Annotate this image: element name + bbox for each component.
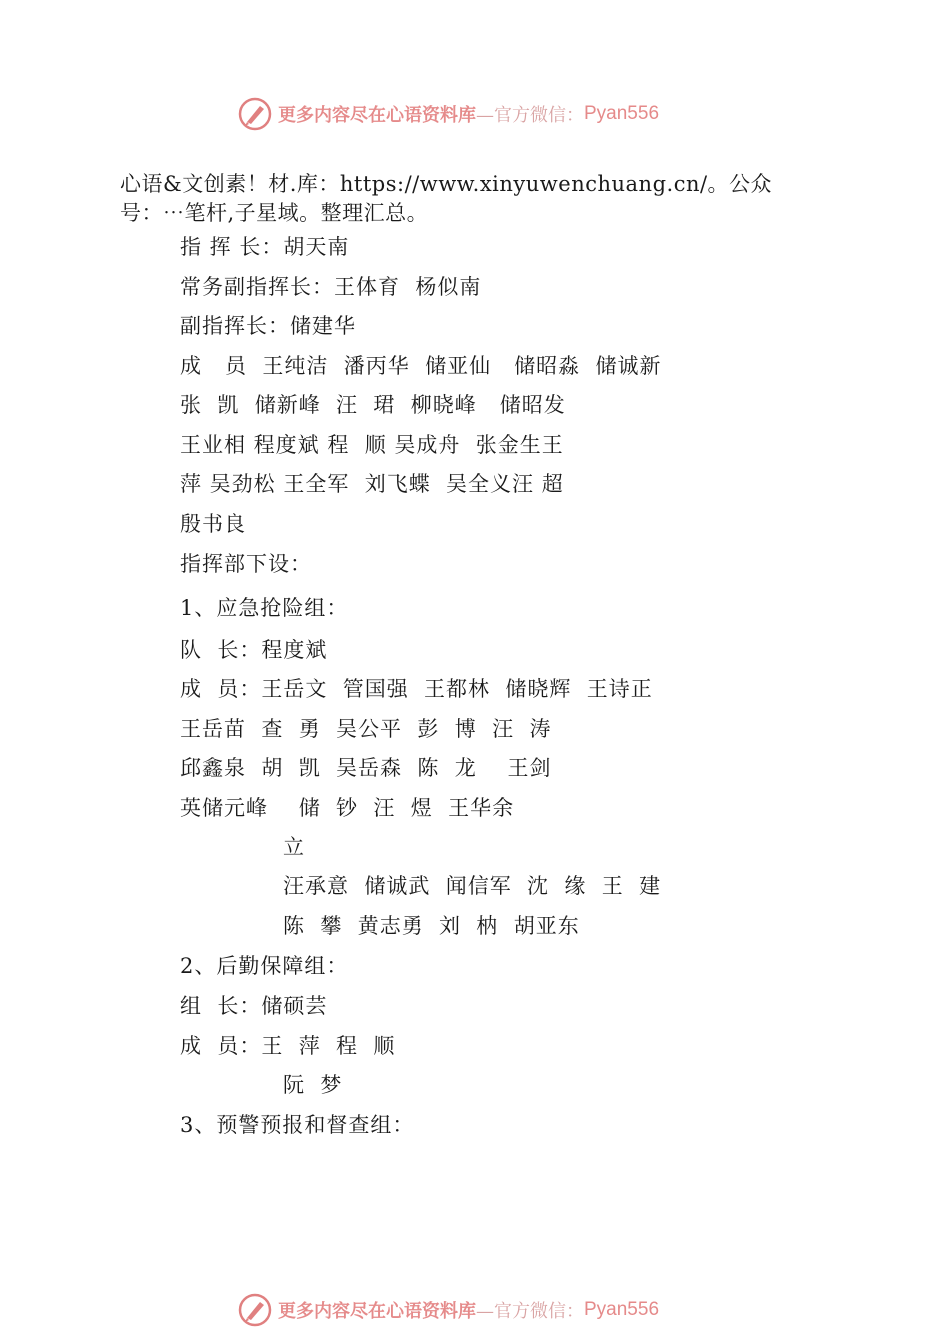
quill-logo-icon — [238, 1293, 272, 1327]
commander-line: 指 挥 长：胡天南 — [180, 235, 350, 259]
members-line-2: 张 凯 储新峰 汪 珺 柳晓峰 储昭发 — [180, 393, 566, 417]
section-2-leader: 组 长：储硕芸 — [180, 994, 328, 1018]
members-line-4: 萍 吴劲松 王全军 刘飞蝶 吴全义汪 超 — [180, 472, 564, 496]
header-watermark — [238, 96, 659, 132]
members-line-3: 王业相 程度斌 程 顺 吴成舟 张金生王 — [180, 433, 564, 457]
executive-deputy-line: 常务副指挥长：王体育 杨似南 — [180, 275, 482, 299]
section-1-members-7: 陈 攀 黄志勇 刘 枘 胡亚东 — [283, 914, 580, 938]
section-1-members-5: 立 — [283, 835, 305, 859]
quill-logo-icon — [238, 97, 272, 131]
section-1-members-3: 邱鑫泉 胡 凯 吴岳森 陈 龙 王剑 — [180, 756, 552, 780]
watermark-dash-text: —官方微信： — [476, 1301, 584, 1322]
section-1-leader: 队 长：程度斌 — [180, 638, 328, 662]
deputy-line: 副指挥长：储建华 — [180, 314, 356, 338]
watermark-main-text: 更多内容尽在心语资料库 — [278, 1301, 476, 1322]
section-2-heading: 2、后勤保障组： — [180, 954, 349, 978]
watermark-account: Pyan556 — [584, 1299, 660, 1320]
watermark-account: Pyan556 — [584, 103, 660, 124]
section-2-members-2: 阮 梦 — [283, 1073, 343, 1097]
members-line-1: 成 员 王纯洁 潘丙华 储亚仙 储昭淼 储诚新 — [180, 354, 662, 378]
watermark-dash-text: —官方微信： — [476, 105, 584, 126]
section-1-members-2: 王岳苗 查 勇 吴公平 彭 博 汪 涛 — [180, 717, 552, 741]
section-3-heading: 3、预警预报和督查组： — [180, 1113, 415, 1137]
subdivision-heading: 指挥部下设： — [180, 552, 312, 576]
section-1-members-4: 英储元峰 储 钞 汪 煜 王华余 — [180, 796, 515, 820]
section-2-members-1: 成 员：王 萍 程 顺 — [180, 1034, 396, 1058]
section-1-members-6: 汪承意 储诚武 闻信军 沈 缘 王 建 — [283, 874, 662, 898]
intro-paragraph: 心语&文创素！材.库：https://www.xinyuwenchuang.cn/。公众号：⋯笔杆,子星域。整理汇总。 — [120, 172, 773, 225]
section-1-heading: 1、应急抢险组： — [180, 596, 349, 620]
watermark-main-text: 更多内容尽在心语资料库 — [278, 105, 476, 126]
footer-watermark — [238, 1292, 659, 1328]
section-1-members-1: 成 员：王岳文 管国强 王都林 储晓辉 王诗正 — [180, 677, 653, 701]
members-line-5: 殷书良 — [180, 512, 246, 536]
